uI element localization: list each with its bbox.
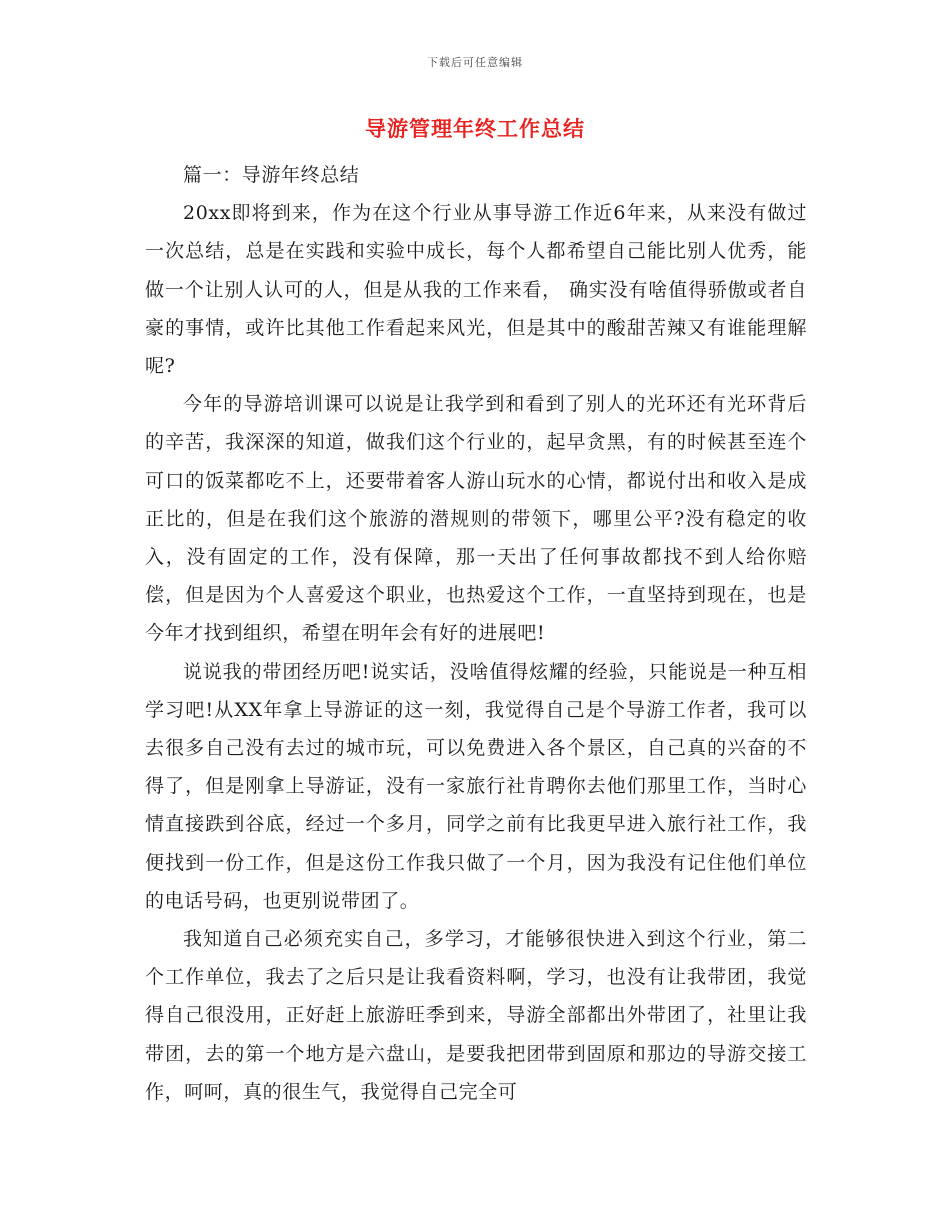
paragraph-2: 今年的导游培训课可以说是让我学到和看到了别人的光环还有光环背后的辛苦，我深深的知道，做我们这个行业的，起早贪黑，有的时候甚至连个可口的饭菜都吃不上，还要带着客人游山玩水的心情，都说付出和收入是成正比的，但是在我们这个旅游的潜规则的带领下，哪里公平?没有稳定的收入，没有固定的工作，没有保障，那一天出了任何事故都找不到人给你赔偿，但是因为个人喜爱这个职业，也热爱这个工作，一直坚持到现在，也是今年才找到组织，希望在明年会有好的进展吧! (145, 393, 807, 645)
document-title: 导游管理年终工作总结 (365, 117, 585, 141)
document-body (145, 156, 807, 1111)
section-heading: 篇一：导游年终总结 (183, 164, 360, 186)
header-note: 下载后可任意编辑 (427, 56, 523, 69)
paragraph-3: 说说我的带团经历吧!说实话，没啥值得炫耀的经验，只能说是一种互相学习吧!从XX年拿上导游证的这一刻，我觉得自己是个导游工作者，我可以去很多自己没有去过的城市玩，可以免费进入各个景区，自己真的兴奋的不得了，但是刚拿上导游证，没有一家旅行社肯聘你去他们那里工作，当时心情直接跌到谷底，经过一个多月，同学之前有比我更早进入旅行社工作，我便找到一份工作，但是这份工作我只做了一个月，因为我没有记住他们单位的电话号码，也更别说带团了。 (145, 660, 807, 912)
paragraph-4: 我知道自己必须充实自己，多学习，才能够很快进入到这个行业，第二个工作单位，我去了之后只是让我看资料啊，学习，也没有让我带团，我觉得自己很没用，正好赶上旅游旺季到来，导游全部都出外带团了，社里让我带团，去的第一个地方是六盘山，是要我把团带到固原和那边的导游交接工作，呵呵，真的很生气，我觉得自己完全可 (145, 928, 807, 1103)
paragraph-1: 20xx即将到来，作为在这个行业从事导游工作近6年来，从来没有做过一次总结，总是在实践和实验中成长，每个人都希望自己能比别人优秀，能做一个让别人认可的人，但是从我的工作来看， 确实没有啥值得骄傲或者自豪的事情，或许比其他工作看起来风光，但是其中的酸甜苦辣又有谁能理解呢? (145, 202, 807, 378)
